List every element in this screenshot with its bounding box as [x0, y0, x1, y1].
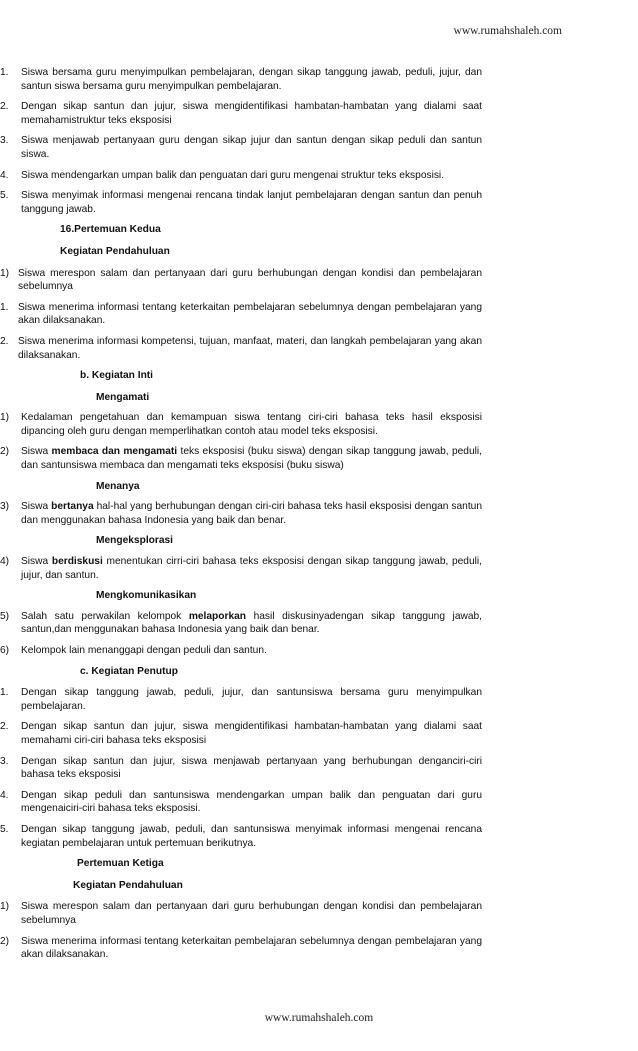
heading-kegiatan-pendahuluan: Kegiatan Pendahuluan — [60, 245, 170, 257]
komunikasi-list — [0, 610, 482, 658]
footer-website: www.rumahshaleh.com — [264, 1012, 374, 1024]
subheading-menanya: Menanya — [96, 480, 140, 492]
heading-kegiatan-pendahuluan-ketiga: Kegiatan Pendahuluan — [73, 879, 183, 891]
list-item: 6) Kelompok lain menanggapi dengan peduli dan santun. — [0, 645, 267, 656]
list-item: 2. Dengan sikap santun dan jujur, siswa mengidentifikasi hambatan-hambatan yang dialami saat memahami ciri-ciri bahasa teks eksposisi — [0, 721, 482, 746]
list-item: 2. Siswa menerima informasi kompetensi, tujuan, manfaat, materi, dan langkah pembelajaran yang akan dilaksanakan. — [0, 335, 482, 361]
list-item: 4. Siswa mendengarkan umpan balik dan penguatan dari guru mengenai struktur teks eksposisi. — [0, 169, 445, 181]
list-item: 2. Dengan sikap santun dan jujur, siswa mengidentifikasi hambatan-hambatan yang dialami saat memahamistruktur teks eksposisi — [0, 101, 482, 126]
header-website: www.rumahshaleh.com — [453, 25, 562, 37]
subheading-mengkomunikasikan: Mengkomunikasikan — [96, 590, 197, 602]
heading-kegiatan-inti: b. Kegiatan Inti — [80, 370, 154, 382]
mengamati-list — [0, 411, 482, 472]
list-item: 1) Kedalaman pengetahuan dan kemampuan siswa tentang ciri-ciri bahasa teks hasil eksposisi dipancing oleh guru dengan memperlihatkan contoh atau model teks eksposisi. — [0, 412, 482, 437]
heading-kegiatan-penutup: c. Kegiatan Penutup — [80, 665, 178, 677]
list-item: 5. Dengan sikap tanggung jawab, peduli, dan santunsiswa menyimak informasi mengenai rencana kegiatan pembelajaran untuk pertemuan berikutnya. — [0, 823, 482, 849]
list-item: 1) Siswa merespon salam dan pertanyaan dari guru berhubungan dengan kondisi dan pembelajaran sebelumnya — [0, 901, 482, 926]
list-item: 3) Siswa bertanya hal-hal yang berhubungan dengan ciri-ciri bahasa teks hasil eksposisi dengan santun dan menggunakan bahasa Indonesia yang baik dan benar. — [0, 501, 482, 526]
list-item: 5. Siswa menyimak informasi mengenai rencana tindak lanjut pembelajaran dengan santun dan penuh tanggung jawab. — [0, 190, 482, 215]
list-item: 5) Salah satu perwakilan kelompok melaporkan hasil diskusinyadengan sikap tanggung jawab, santun,dan menggunakan bahasa Indonesia yang baik dan benar. — [0, 610, 483, 636]
list-item: 1) Siswa merespon salam dan pertanyaan dari guru berhubungan dengan kondisi dan pembelajaran sebelumnya — [0, 267, 482, 293]
pendahuluan-ketiga-list — [0, 900, 482, 961]
subheading-mengamati: Mengamati — [96, 391, 150, 403]
section-title-pertemuan-kedua: 16.Pertemuan Kedua — [60, 224, 161, 236]
list-item: 2) Siswa menerima informasi tentang keterkaitan pembelajaran sebelumnya dengan pembelajaran yang akan dilaksanakan. — [0, 935, 482, 961]
pendahuluan-list — [0, 267, 482, 363]
subheading-mengeksplorasi: Mengeksplorasi — [96, 535, 173, 547]
list-item: 1. Siswa bersama guru menyimpulkan pembelajaran, dengan sikap tanggung jawab, peduli, jujur, dan santun siswa bersama guru menyimpulkan pembelajaran. — [0, 67, 482, 92]
list-item: 1. Siswa menerima informasi tentang keterkaitan pembelajaran sebelumnya dengan pembelajaran yang akan dilaksanakan. — [0, 301, 482, 327]
list-item: 1. Dengan sikap tanggung jawab, peduli, jujur, dan santunsiswa bersama guru menyimpulkan pembelajaran. — [0, 687, 482, 712]
penutup-list — [0, 686, 482, 850]
list-item: 3. Dengan sikap santun dan jujur, siswa menjawab pertanyaan yang berhubungan denganciri-ciri bahasa teks eksposisi — [0, 755, 482, 781]
list-item: 3. Siswa menjawab pertanyaan guru dengan sikap jujur dan santun dengan sikap peduli dan santun siswa. — [0, 135, 482, 160]
list-item: 4. Dengan sikap peduli dan santunsiswa mendengarkan umpan balik dan penguatan dari guru mengenaiciri-ciri bahasa teks eksposisi. — [0, 789, 482, 815]
top-list — [0, 66, 482, 216]
menanya-list — [0, 500, 482, 527]
document-body — [0, 66, 638, 969]
list-item: 4) Siswa berdiskusi menentukan cirri-ciri bahasa teks eksposisi dengan sikap tanggung jawab, peduli, jujur, dan santun. — [0, 556, 482, 581]
list-item: 2) Siswa membaca dan mengamati teks eksposisi (buku siswa) dengan sikap tanggung jawab, peduli, dan santunsiswa membaca dan mengamati teks eksposisi (buku siswa) — [0, 446, 482, 472]
section-title-pertemuan-ketiga: Pertemuan Ketiga — [77, 858, 164, 870]
eksplorasi-list — [0, 555, 482, 582]
